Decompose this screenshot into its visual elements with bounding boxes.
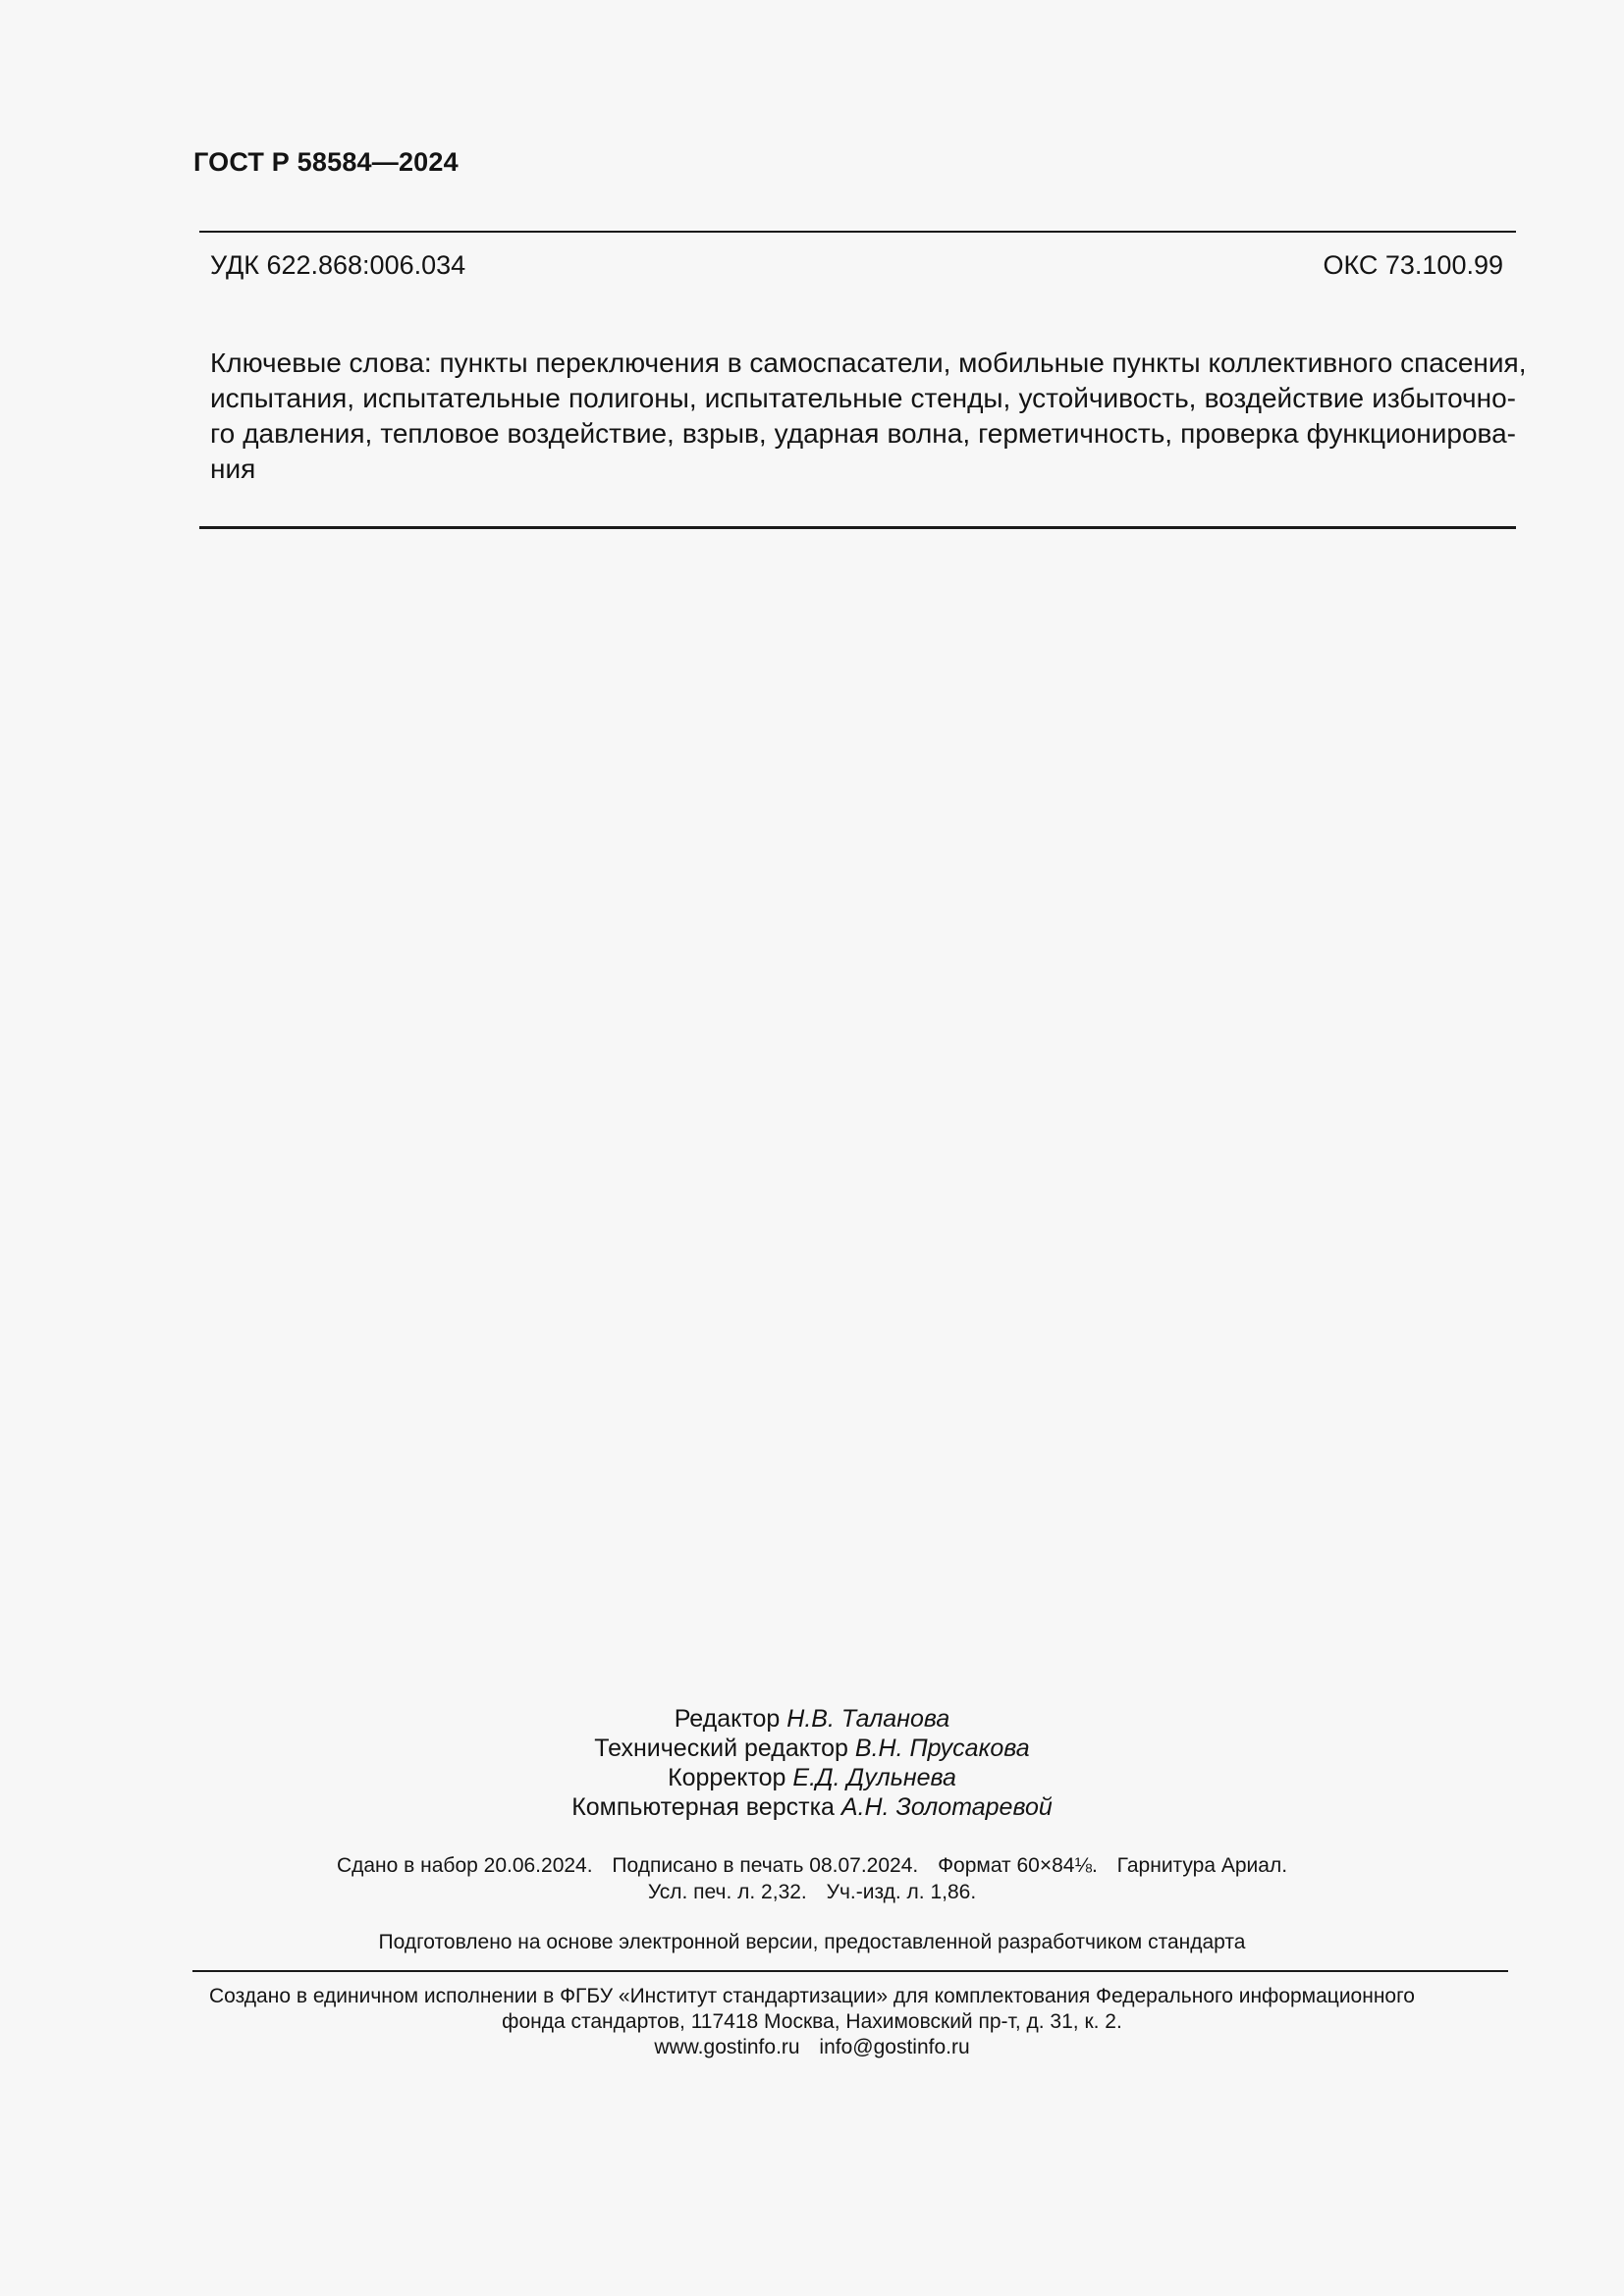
tech-editor-credit [0,1734,1624,1763]
corrector-name: Е.Д. Дульнева [792,1764,956,1791]
publishing-sheets: Уч.-изд. л. 1,86. [826,1881,977,1903]
created-note [0,1984,1624,2060]
corrector-label: Корректор [668,1764,786,1791]
keywords-line: Ключевые слова: пункты переключения в самоспасатели, мобильные пункты коллективного спасения, [210,347,1527,378]
editor-name: Н.В. Таланова [786,1705,950,1733]
editor-label: Редактор [674,1705,781,1733]
keywords-line: го давления, тепловое воздействие, взрыв, ударная волна, герметичность, проверка функционирова- [210,418,1516,449]
print-sheets: Усл. печ. л. 2,32. [647,1881,807,1903]
website-link[interactable]: www.gostinfo.ru [654,2036,800,2058]
sent-date: Сдано в набор 20.06.2024. [336,1854,593,1877]
footer-rule [192,1970,1508,1972]
tech-editor-name: В.Н. Прусакова [854,1735,1030,1762]
prepared-note: Подготовлено на основе электронной версии, предоставленной разработчиком стандарта [378,1931,1246,1953]
udk-code: УДК 622.868:006.034 [210,250,466,280]
tech-editor-label: Технический редактор [594,1735,848,1762]
signed-date: Подписано в печать 08.07.2024. [612,1854,919,1877]
layout-label: Компьютерная верстка [571,1793,835,1821]
layout-name: А.Н. Золотаревой [840,1793,1053,1821]
typeface: Гарнитура Ариал. [1116,1854,1288,1877]
corrector-credit [0,1763,1624,1792]
credits-block [0,1704,1624,1822]
created-line-1: Создано в единичном исполнении в ФГБУ «Институт стандартизации» для комплектования Федерального информационного [209,1985,1415,2007]
keywords-line: ния [210,454,256,484]
bottom-rule [199,526,1516,529]
contacts-line [0,2035,1624,2060]
email-link[interactable]: info@gostinfo.ru [819,2036,970,2058]
print-info-line-1 [0,1852,1624,1879]
editor-credit [0,1704,1624,1734]
print-info-block [0,1852,1624,1905]
layout-credit [0,1792,1624,1822]
keywords-line: испытания, испытательные полигоны, испытательные стенды, устойчивость, воздействие избыточно- [210,383,1516,413]
print-info-line-2 [0,1879,1624,1905]
created-line-2: фонда стандартов, 117418 Москва, Нахимовский пр-т, д. 31, к. 2. [502,2010,1122,2033]
oks-code: ОКС 73.100.99 [1323,250,1503,280]
keywords-block [210,346,1527,487]
paper-format: Формат 60×84⅛. [938,1854,1098,1877]
top-rule [199,231,1516,233]
page-header: ГОСТ Р 58584—2024 [193,147,459,177]
